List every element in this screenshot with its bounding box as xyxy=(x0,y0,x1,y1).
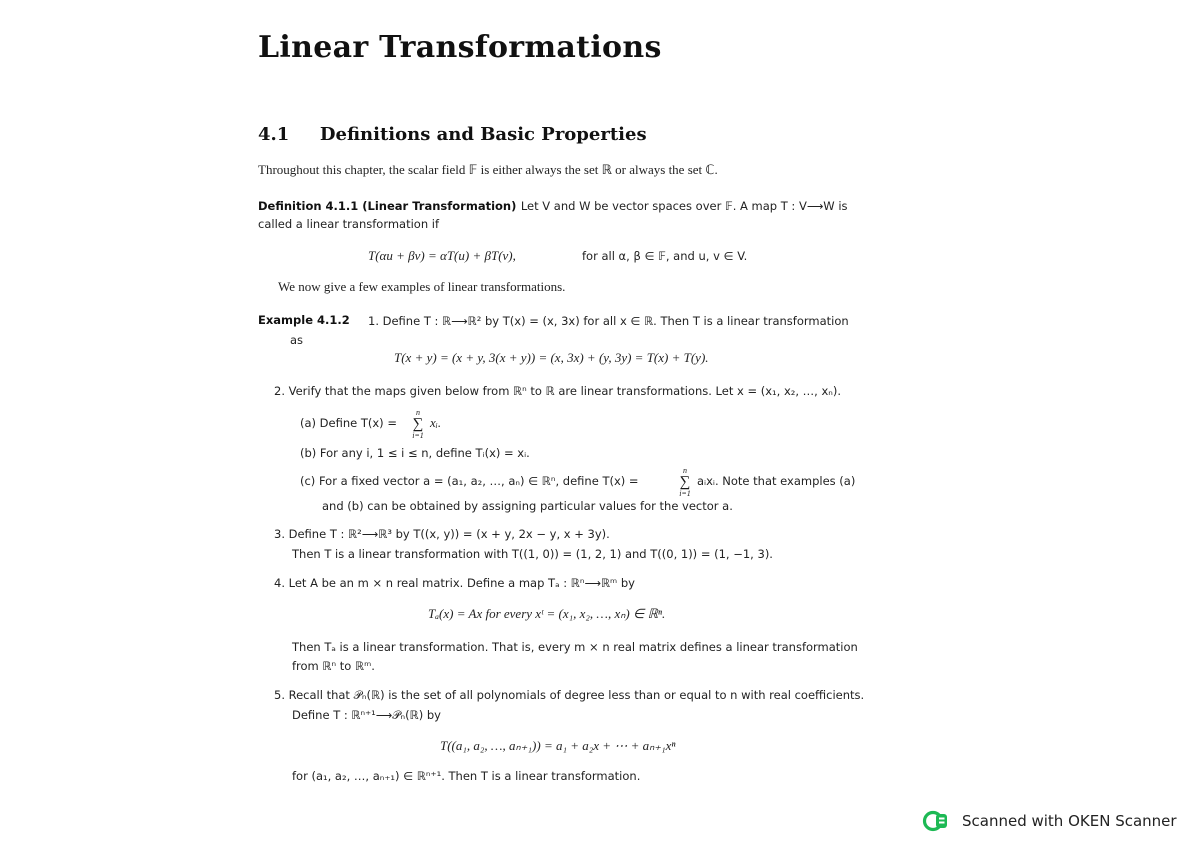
example-item5-line3: for (a₁, a₂, …, aₙ₊₁) ∈ ℝⁿ⁺¹. Then T is a linear transformation. xyxy=(292,769,641,783)
example-item4-line2: Then Tₐ is a linear transformation. That is, every m × n real matrix defines a linear transformation xyxy=(292,640,858,654)
example-item3-line1: 3. Define T : ℝ²⟶ℝ³ by T((x, y)) = (x + y, 2x − y, x + 3y). xyxy=(274,527,610,541)
example-item5-equation: T((a₁, a₂, …, aₙ₊₁)) = a₁ + a₂x + ⋯ + aₙ₊₁xⁿ xyxy=(440,738,676,753)
intro-paragraph: Throughout this chapter, the scalar field 𝔽 is either always the set ℝ or always the set ℂ. xyxy=(258,162,718,177)
definition-text-1: Let V and W be vector spaces over 𝔽. A map T : V⟶W is xyxy=(520,199,848,213)
example-item2c-line2: and (b) can be obtained by assigning particular values for the vector a. xyxy=(322,499,733,513)
example-item4-line3: from ℝⁿ to ℝᵐ. xyxy=(292,659,375,673)
section-heading xyxy=(258,124,647,145)
example-item4-line1: 4. Let A be an m × n real matrix. Define a map Tₐ : ℝⁿ⟶ℝᵐ by xyxy=(274,576,635,590)
section-number: 4.1 xyxy=(258,124,290,145)
definition-line-1 xyxy=(258,197,848,215)
oken-scanner-logo-icon xyxy=(922,810,950,832)
example-item5-line1: 5. Recall that 𝒫ₙ(ℝ) is the set of all polynomials of degree less than or equal to n with real coefficients. xyxy=(274,688,865,702)
example-item2a-sum xyxy=(410,409,426,440)
sum-upper-limit: n xyxy=(416,408,420,417)
example-item2a-prefix: (a) Define T(x) = xyxy=(300,416,397,430)
sum-upper-limit: n xyxy=(683,466,687,475)
example-item2c-line1-end: aᵢxᵢ. Note that examples (a) xyxy=(697,474,856,488)
example-item2a-term: xᵢ. xyxy=(430,415,442,430)
definition-label: Definition 4.1.1 (Linear Transformation) xyxy=(258,199,517,213)
example-item5-line2: Define T : ℝⁿ⁺¹⟶𝒫ₙ(ℝ) by xyxy=(292,708,441,722)
scanner-watermark xyxy=(922,810,1177,832)
definition-condition: for all α, β ∈ 𝔽, and u, v ∈ V. xyxy=(582,249,748,263)
definition-text-2: called a linear transformation if xyxy=(258,217,440,231)
section-title: Definitions and Basic Properties xyxy=(319,124,647,145)
sum-symbol: ∑ xyxy=(679,474,691,490)
example-label: Example 4.1.2 xyxy=(258,313,350,327)
example-item4-equation: Tₐ(x) = Ax for every xᵗ = (x₁, x₂, …, xₙ) ∈ ℝⁿ. xyxy=(428,606,666,621)
sum-symbol: ∑ xyxy=(412,416,424,432)
example-item2b: (b) For any i, 1 ≤ i ≤ n, define Tᵢ(x) = xᵢ. xyxy=(300,446,530,460)
example-item2: 2. Verify that the maps given below from ℝⁿ to ℝ are linear transformations. Let x = (x₁, x₂, …, xₙ). xyxy=(274,384,842,398)
example-item2c-line1: (c) For a fixed vector a = (a₁, a₂, …, aₙ) ∈ ℝⁿ, define T(x) = xyxy=(300,474,639,488)
example-item1-line2: as xyxy=(290,333,304,347)
example-item2c-sum xyxy=(677,467,693,498)
sum-lower-limit: i=1 xyxy=(679,489,691,498)
example-item1-equation: T(x + y) = (x + y, 3(x + y)) = (x, 3x) + (y, 3y) = T(x) + T(y). xyxy=(394,350,709,365)
example-item1-line1: 1. Define T : ℝ⟶ℝ² by T(x) = (x, 3x) for all x ∈ ℝ. Then T is a linear transformation xyxy=(368,314,849,328)
sum-lower-limit: i=1 xyxy=(412,431,424,440)
scanner-text: Scanned with OKEN Scanner xyxy=(962,812,1177,830)
example-item3-line2: Then T is a linear transformation with T((1, 0)) = (1, 2, 1) and T((0, 1)) = (1, −1, 3). xyxy=(292,547,773,561)
examples-intro: We now give a few examples of linear transformations. xyxy=(278,279,566,294)
chapter-title: Linear Transformations xyxy=(258,30,662,65)
definition-equation: T(αu + βv) = αT(u) + βT(v), xyxy=(368,248,516,263)
